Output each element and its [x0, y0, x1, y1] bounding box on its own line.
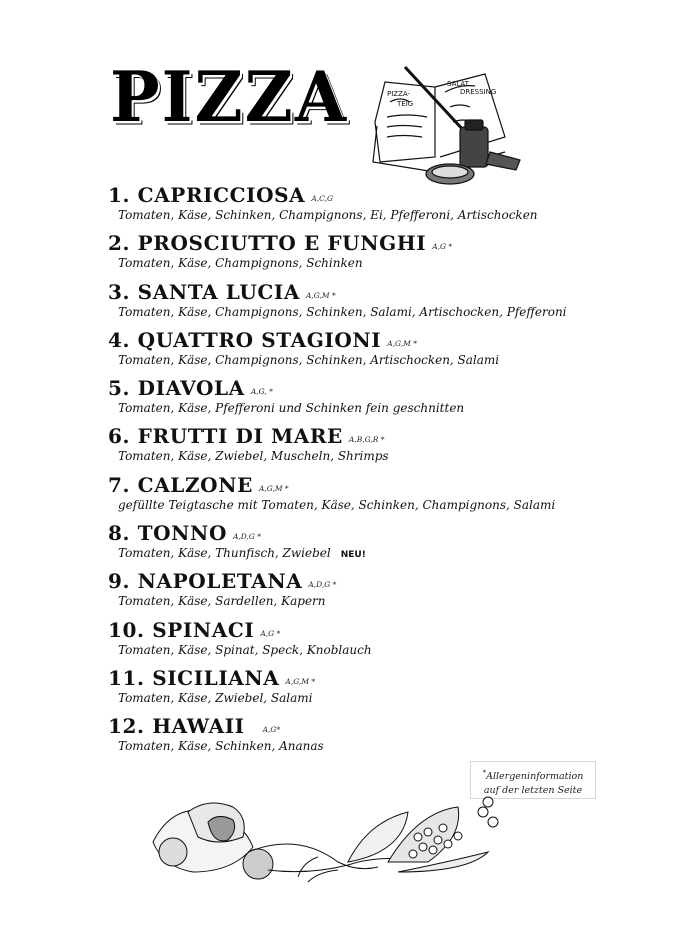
- recipe-book-and-pepper-mill-icon: [365, 62, 540, 192]
- allergen-codes: A,G,M *: [387, 338, 417, 348]
- new-badge: NEU!: [340, 550, 366, 561]
- menu-item: [108, 714, 578, 762]
- item-description: Tomaten, Käse, Schinken, Ananas: [118, 739, 324, 754]
- floral-vegetable-garland-icon: [148, 792, 508, 887]
- menu-item: [108, 231, 578, 279]
- svg-text:TEIG: TEIG: [397, 100, 414, 108]
- item-description: Tomaten, Käse, Champignons, Schinken, Salami, Artischocken, Pfefferoni: [118, 304, 567, 319]
- allergen-codes: A,G,M *: [285, 676, 316, 686]
- item-title: 12. HAWAII: [108, 714, 245, 739]
- menu-item: [108, 376, 578, 424]
- menu-item: [108, 666, 578, 714]
- item-description: gefüllte Teigtasche mit Tomaten, Käse, Schinken, Champignons, Salami: [118, 497, 556, 512]
- menu-item: [108, 424, 578, 472]
- menu-item: [108, 569, 578, 617]
- page-title: PIZZA: [110, 56, 349, 138]
- svg-text:PIZZA-: PIZZA-: [387, 90, 411, 98]
- item-title: 6. FRUTTI DI MARE: [108, 424, 343, 449]
- menu-item: [108, 328, 578, 376]
- item-title: 7. CALZONE: [108, 472, 253, 497]
- pizza-menu-list: [108, 183, 578, 763]
- item-title: 9. NAPOLETANA: [108, 569, 303, 594]
- menu-item: [108, 618, 578, 666]
- allergen-codes: A,G,M *: [258, 483, 289, 493]
- menu-item: [108, 473, 578, 521]
- item-title: 1. CAPRICCIOSA: [108, 183, 306, 207]
- allergen-codes: A,B,G,R *: [348, 435, 385, 445]
- allergen-codes: A,G,M *: [306, 290, 336, 300]
- svg-text:SALAT: SALAT: [447, 80, 469, 88]
- allergen-codes: A,G *: [432, 242, 453, 252]
- item-title: 10. SPINACI: [108, 617, 255, 642]
- item-description: Tomaten, Käse, Zwiebel, Salami: [118, 690, 313, 705]
- item-title: 3. SANTA LUCIA: [108, 279, 300, 304]
- item-title: 4. QUATTRO STAGIONI: [108, 327, 382, 352]
- menu-item: [108, 183, 578, 231]
- item-title: 2. PROSCIUTTO E FUNGHI: [108, 231, 427, 256]
- item-description: Tomaten, Käse, Zwiebel, Muscheln, Shrimps: [118, 449, 389, 464]
- item-description: Tomaten, Käse, Champignons, Schinken: [118, 256, 363, 271]
- allergen-codes: A,G *: [260, 628, 281, 638]
- allergen-codes: A,D,G *: [232, 532, 262, 542]
- item-description: Tomaten, Käse, Thunfisch, Zwiebel NEU!: [118, 546, 366, 561]
- item-title: 8. TONNO: [108, 521, 227, 546]
- item-description: Tomaten, Käse, Pfefferoni und Schinken fein geschnitten: [118, 401, 465, 416]
- allergen-codes: A,C,G: [311, 194, 333, 203]
- item-title: 5. DIAVOLA: [108, 376, 245, 401]
- allergen-codes: A,G, *: [250, 387, 273, 397]
- allergen-note-line-2: auf der letzten Seite: [483, 785, 583, 797]
- item-description: Tomaten, Käse, Schinken, Champignons, Ei, Pfefferoni, Artischocken: [118, 208, 538, 222]
- item-description: Tomaten, Käse, Spinat, Speck, Knoblauch: [118, 642, 372, 657]
- item-description: Tomaten, Käse, Champignons, Schinken, Artischocken, Salami: [118, 352, 500, 367]
- menu-item: [108, 280, 578, 328]
- allergen-codes: A,D,G *: [308, 580, 337, 590]
- menu-item: [108, 521, 578, 569]
- allergen-codes: A,G*: [262, 725, 281, 735]
- svg-text:DRESSING: DRESSING: [460, 88, 497, 96]
- item-title: 11. SICILIANA: [108, 665, 280, 690]
- allergen-note-line-1: *Allergeninformation: [482, 769, 584, 783]
- item-description: Tomaten, Käse, Sardellen, Kapern: [118, 594, 326, 609]
